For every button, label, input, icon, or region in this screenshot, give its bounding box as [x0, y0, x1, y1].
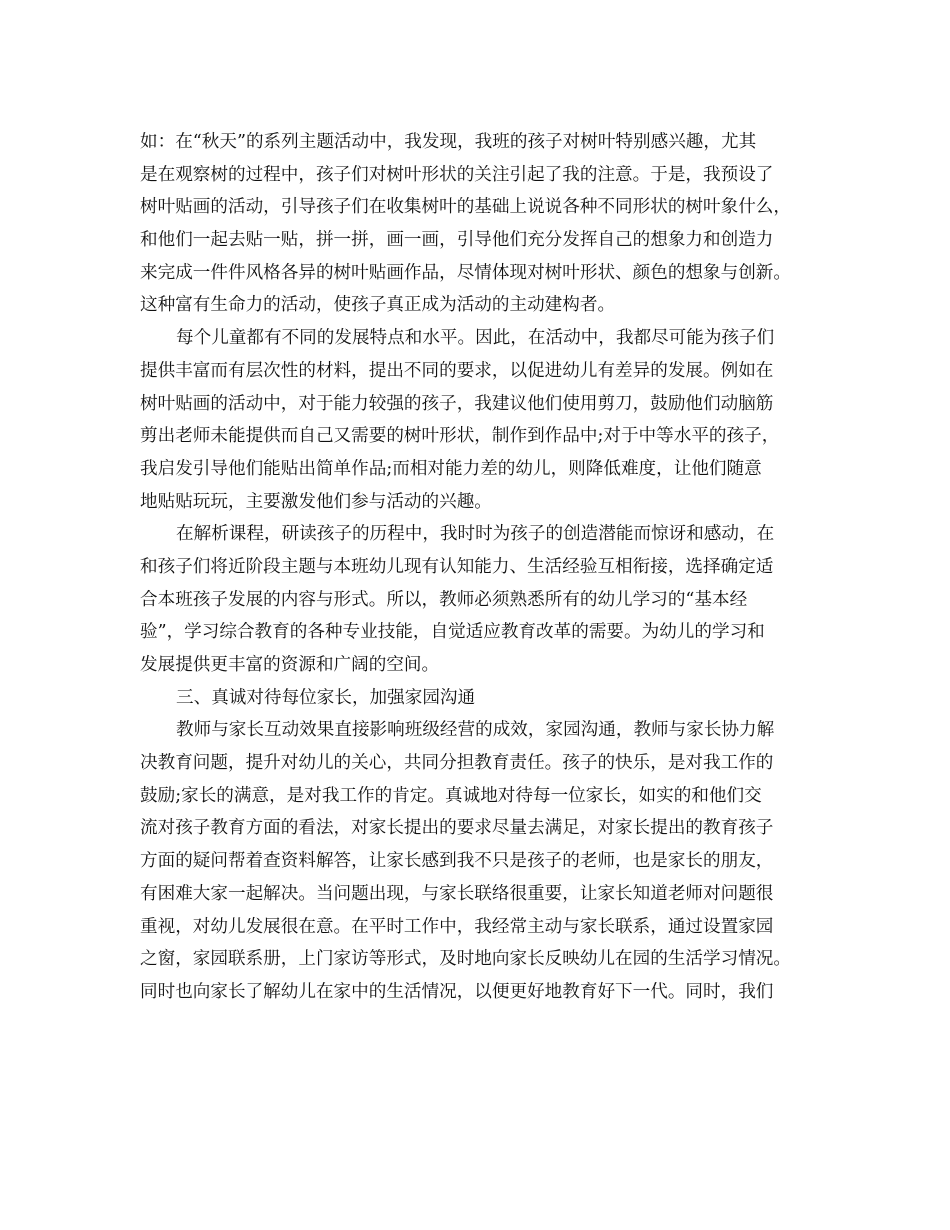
text-line: 重视，对幼儿发展很在意。在平时工作中，我经常主动与家长联系，通过设置家园 — [140, 916, 774, 937]
text-line: 流对孩子教育方面的看法，对家长提出的要求尽量去满足，对家长提出的教育孩子 — [140, 818, 774, 839]
text-line: 树叶贴画的活动中，对于能力较强的孩子，我建议他们使用剪刀，鼓励他们动脑筋 — [140, 393, 774, 414]
text-line: 鼓励;家长的满意，是对我工作的肯定。真诚地对待每一位家长，如实的和他们交 — [140, 785, 762, 806]
text-line: 地贴贴玩玩，主要激发他们参与活动的兴趣。 — [140, 491, 492, 512]
text-line: 是在观察树的过程中，孩子们对树叶形状的关注引起了我的注意。于是，我预设了 — [140, 164, 774, 185]
text-line: 决教育问题，提升对幼儿的关心，共同分担教育责任。孩子的快乐，是对我工作的 — [140, 753, 774, 774]
text-line: 和孩子们将近阶段主题与本班幼儿现有认知能力、生活经验互相衔接，选择确定适 — [140, 556, 774, 577]
text-line: 我启发引导他们能贴出简单作品;而相对能力差的幼儿，则降低难度，让他们随意 — [140, 458, 762, 479]
text-line: 这种富有生命力的活动，使孩子真正成为活动的主动建构者。 — [140, 295, 616, 316]
text-line: 和他们一起去贴一贴，拼一拼，画一画，引导他们充分发挥自己的想象力和创造力 — [140, 230, 774, 251]
text-line: 如：在“秋天”的系列主题活动中，我发现，我班的孩子对树叶特别感兴趣，尤其 — [140, 132, 757, 152]
text-line: 在解析课程，研读孩子的历程中，我时时为孩子的创造潜能而惊讶和感动，在 — [176, 524, 775, 545]
text-line: 来完成一件件风格各异的树叶贴画作品，尽情体现对树叶形状、颜色的想象与创新。 — [140, 262, 791, 283]
text-line: 发展提供更丰富的资源和广阔的空间。 — [140, 655, 440, 675]
text-line: 合本班孩子发展的内容与形式。所以，教师必须熟悉所有的幼儿学习的“基本经 — [140, 589, 748, 610]
text-line: 教师与家长互动效果直接影响班级经营的成效，家园沟通，教师与家长协力解 — [176, 720, 775, 741]
text-line: 有困难大家一起解决。当问题出现，与家长联络很重要，让家长知道老师对问题很 — [140, 883, 774, 904]
text-line: 同时也向家长了解幼儿在家中的生活情况，以便更好地教育好下一代。同时，我们 — [140, 981, 774, 1002]
text-line: 三、真诚对待每位家长，加强家园沟通 — [176, 687, 476, 708]
text-line: 剪出老师未能提供而自己又需要的树叶形状，制作到作品中;对于中等水平的孩子， — [140, 426, 780, 447]
text-line: 树叶贴画的活动，引导孩子们在收集树叶的基础上说说各种不同形状的树叶象什么， — [140, 197, 791, 218]
text-line: 验”，学习综合教育的各种专业技能，自觉适应教育改革的需要。为幼儿的学习和 — [140, 622, 765, 643]
text-line: 方面的疑问帮着查资料解答，让家长感到我不只是孩子的老师，也是家长的朋友， — [140, 851, 774, 872]
text-line: 之窗，家园联系册，上门家访等形式，及时地向家长反映幼儿在园的生活学习情况。 — [140, 949, 791, 970]
text-line: 提供丰富而有层次性的材料，提出不同的要求，以促进幼儿有差异的发展。例如在 — [140, 360, 774, 381]
document-body — [140, 126, 830, 1009]
text-line: 每个儿童都有不同的发展特点和水平。因此，在活动中，我都尽可能为孩子们 — [176, 328, 775, 349]
